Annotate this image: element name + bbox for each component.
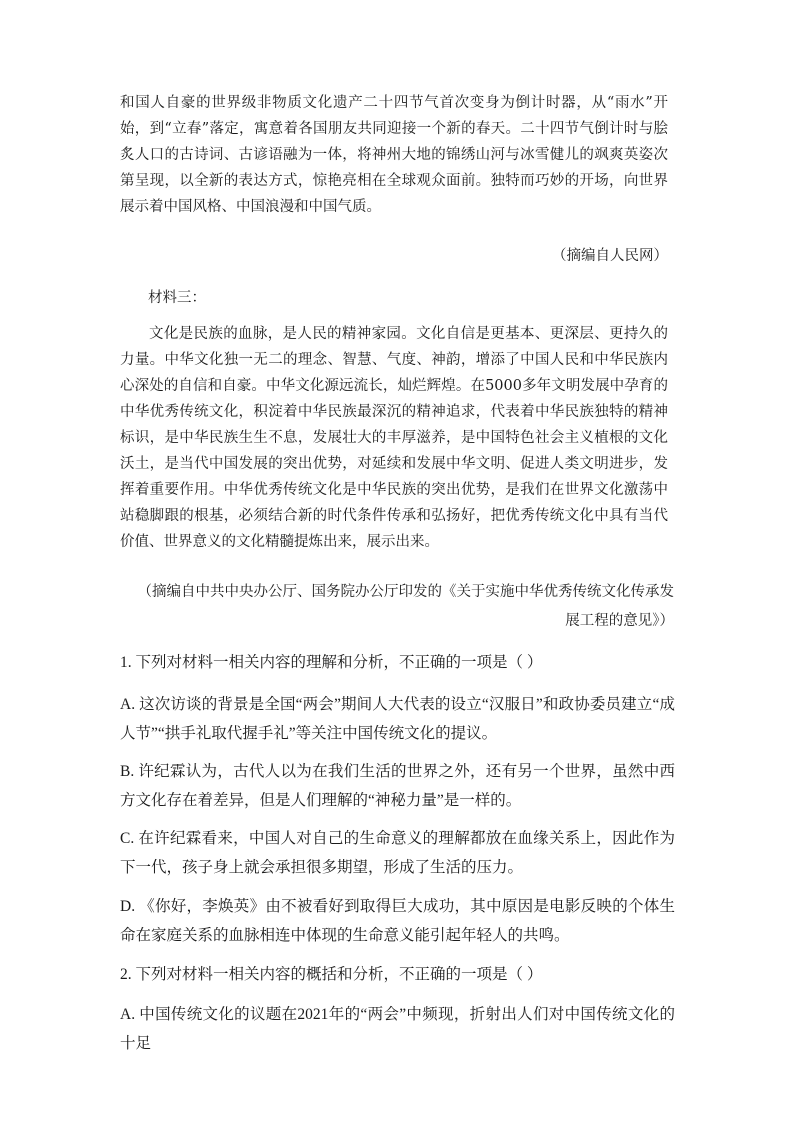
question-2-option-a: A. 中国传统文化的议题在2021年的“两会”中频现，折射出人们对中国传统文化的十足 [120, 1006, 675, 1052]
question-1-option-a: A. 这次访谈的背景是全国“两会”期间人大代表的设立“汉服日”和政协委员建立“成人节”“拱手礼取代握手礼”等关注中国传统文化的提议。 [120, 696, 675, 742]
material2-paragraph-tail: 和国人自豪的世界级非物质文化遗产二十四节气首次变身为倒计时器，从“雨水”开始，到“立春”落定，寓意着各国朋友共同迎接一个新的春天。二十四节气倒计时与脍炙人口的古诗词、古谚语融为一体，将神州大地的锦绣山河与冰雪健儿的飒爽英姿次第呈现，以全新的表达方式，惊艳亮相在全球观众面前。独特而巧妙的开场，向世界展示着中国风格、中国浪漫和中国气质。 [120, 95, 668, 215]
material3-label: 材料三： [148, 290, 206, 306]
material2-source: （摘编自人民网） [552, 248, 668, 264]
question-1-stem: 1. 下列对材料一相关内容的理解和分析，不正确的一项是（ ） [120, 654, 543, 671]
question-1-option-c: C. 在许纪霖看来，中国人对自己的生命意义的理解都放在血缘关系上，因此作为下一代，孩子身上就会承担很多期望，形成了生活的压力。 [120, 830, 675, 876]
question-1-option-d: D. 《你好，李焕英》由不被看好到取得巨大成功，其中原因是电影反映的个体生命在家庭关系的血脉相连中体现的生命意义能引起年轻人的共鸣。 [120, 898, 675, 944]
material3-paragraph: 文化是民族的血脉，是人民的精神家园。文化自信是更基本、更深层、更持久的力量。中华文化独一无二的理念、智慧、气度、神韵，增添了中国人民和中华民族内心深处的自信和自豪。中华文化源远流长，灿烂辉煌。在5000多年文明发展中孕育的中华优秀传统文化，积淀着中华民族最深沉的精神追求，代表着中华民族独特的精神标识，是中华民族生生不息，发展壮大的丰厚滋养，是中国特色社会主义植根的文化沃土，是当代中国发展的突出优势，对延续和发展中华文明、促进人类文明进步，发挥着重要作用。中华优秀传统文化是中华民族的突出优势，是我们在世界文化激荡中站稳脚跟的根基，必须结合新的时代条件传承和弘扬好，把优秀传统文化中具有当代价值、世界意义的文化精髓提炼出来，展示出来。 [120, 326, 668, 550]
question-1-option-b: B. 许纪霖认为，古代人以为在我们生活的世界之外，还有另一个世界，虽然中西方文化存在着差异，但是人们理解的“神秘力量”是一样的。 [120, 763, 675, 809]
material3-source: （摘编自中共中央办公厅、国务院办公厅印发的《关于实施中华优秀传统文化传承发展工程的意见》） [137, 584, 674, 629]
question-2-stem: 2. 下列对材料一相关内容的概括和分析，不正确的一项是（ ） [120, 966, 543, 983]
